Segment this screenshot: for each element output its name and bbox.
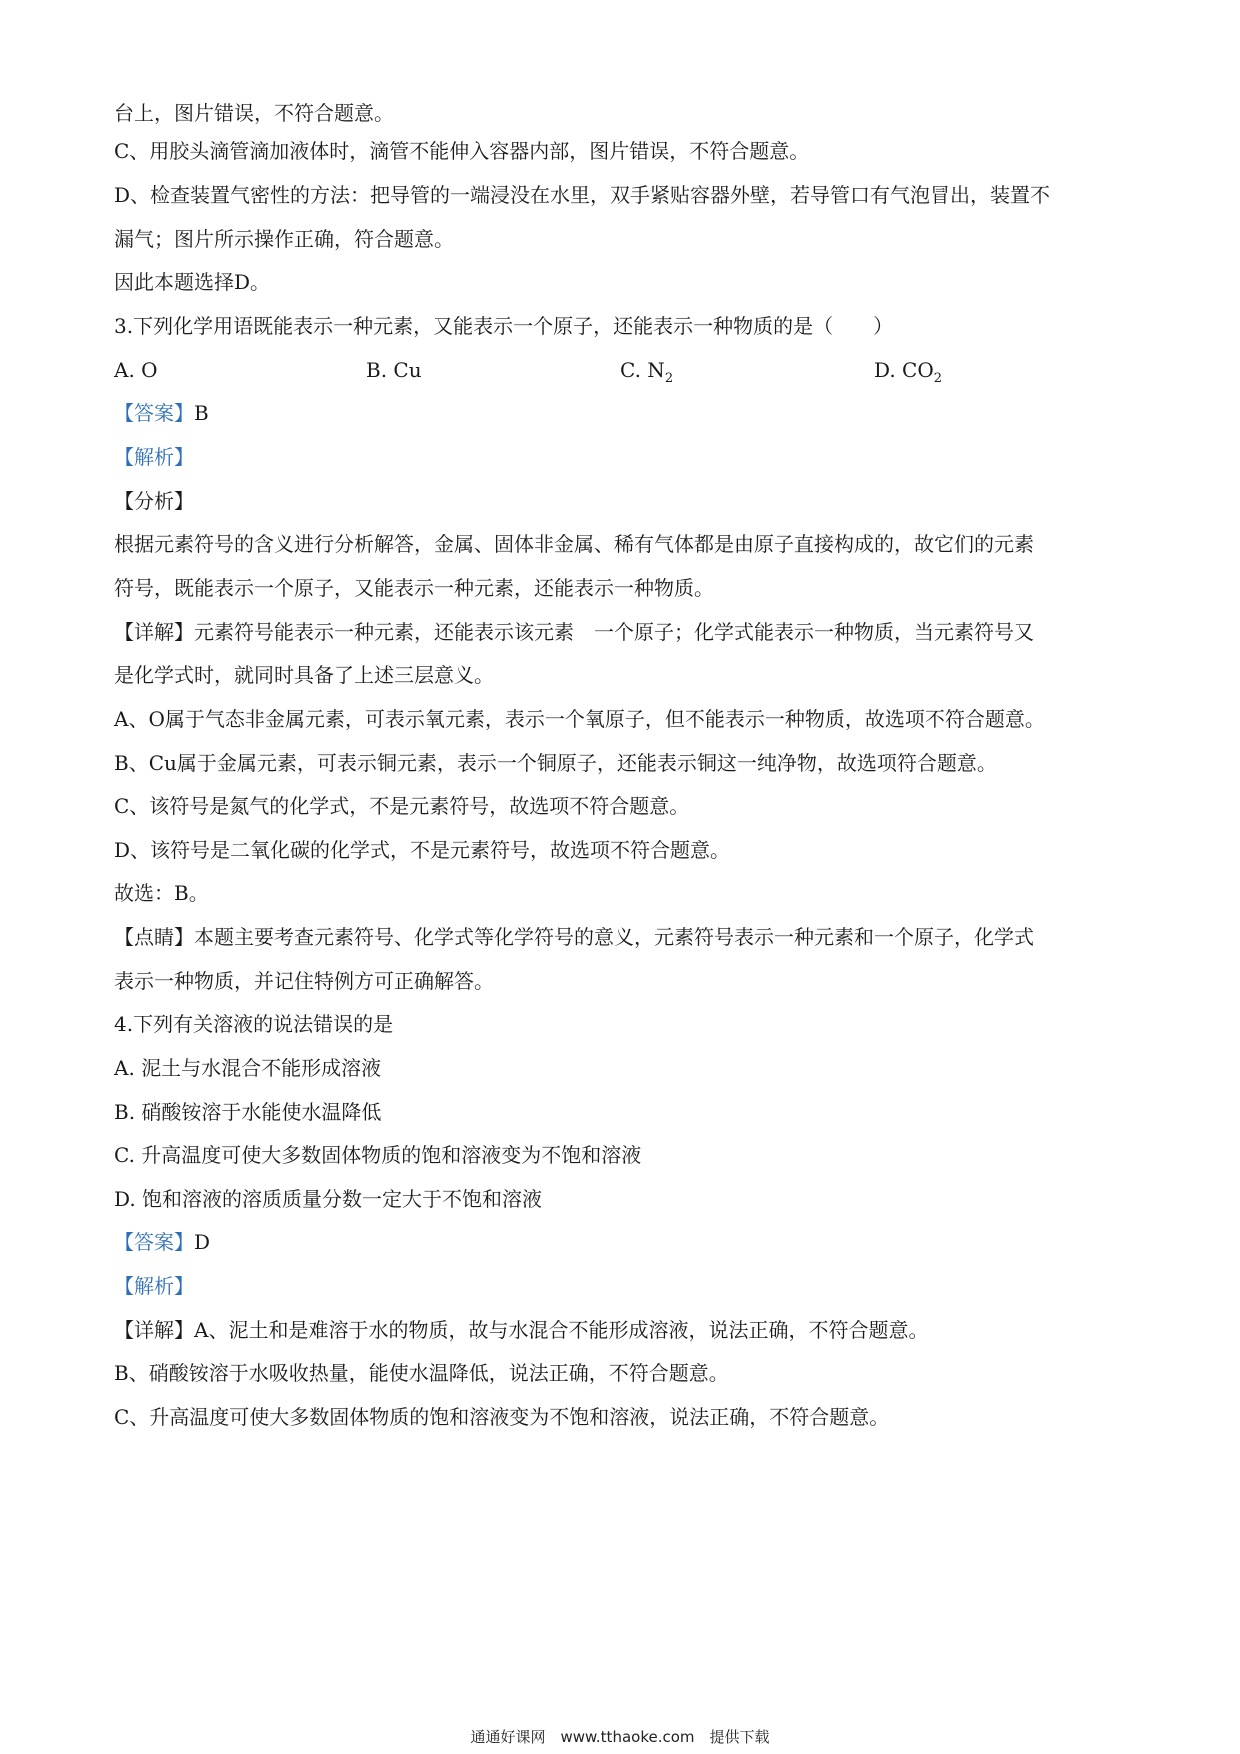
q3-option-c: C. $N_2$ (620, 358, 674, 386)
text-line: 因此本题选择D。 (114, 270, 271, 294)
q3-option-b: B. Cu (366, 358, 422, 382)
text-line: C、用胶头滴管滴加液体时，滴管不能伸入容器内部，图片错误，不符合题意。 (114, 139, 810, 163)
question-4-stem: 4.下列有关溶液的说法错误的是 (114, 1012, 394, 1036)
answer-value: B (194, 401, 209, 425)
text-line: B、Cu属于金属元素，可表示铜元素，表示一个铜原子，还能表示铜这一纯净物，故选项符合题意。 (114, 751, 997, 775)
text-line: C、该符号是氮气的化学式，不是元素符号，故选项不符合题意。 (114, 794, 690, 818)
q4-option-c: C. 升高温度可使大多数固体物质的饱和溶液变为不饱和溶液 (114, 1143, 642, 1167)
text-line: B、硝酸铵溶于水吸收热量，能使水温降低，说法正确，不符合题意。 (114, 1361, 729, 1385)
q3-answer (114, 399, 209, 427)
q3-option-d: D. $CO_2$ (874, 358, 943, 386)
q3-jiexi-label: 【解析】 (114, 445, 194, 469)
text-line: A、O属于气态非金属元素，可表示氧元素，表示一个氧原子，但不能表示一种物质，故选项不符合题意。 (114, 707, 1045, 731)
q4-jiexi-label: 【解析】 (114, 1274, 194, 1298)
q3-option-a: A. O (114, 358, 158, 382)
text-line: C、升高温度可使大多数固体物质的饱和溶液变为不饱和溶液，说法正确，不符合题意。 (114, 1405, 890, 1429)
text-line: 台上，图片错误，不符合题意。 (114, 101, 394, 125)
answer-label: 【答案】 (114, 1230, 194, 1254)
q4-option-d: D. 饱和溶液的溶质质量分数一定大于不饱和溶液 (114, 1187, 543, 1211)
q3-fenxi-label: 【分析】 (114, 489, 194, 513)
q4-option-b: B. 硝酸铵溶于水能使水温降低 (114, 1100, 382, 1124)
answer-label: 【答案】 (114, 401, 194, 425)
text-line: 【详解】元素符号能表示一种元素，还能表示该元素 一个原子；化学式能表示一种物质，当元素符号又 (114, 620, 1034, 644)
text-line: 表示一种物质，并记住特例方可正确解答。 (114, 969, 494, 993)
q4-option-a: A. 泥土与水混合不能形成溶液 (114, 1056, 382, 1080)
page-footer: 通通好课网 www.tthaoke.com 提供下载 (470, 1728, 770, 1746)
question-3-stem: 3.下列化学用语既能表示一种元素，又能表示一个原子，还能表示一种物质的是（ ） (114, 314, 894, 338)
text-line: 故选：B。 (114, 881, 209, 905)
text-line: 符号，既能表示一个原子，又能表示一种元素，还能表示一种物质。 (114, 576, 714, 600)
text-line: 【点睛】本题主要考查元素符号、化学式等化学符号的意义，元素符号表示一种元素和一个原子，化学式 (114, 925, 1034, 949)
text-line: 根据元素符号的含义进行分析解答，金属、固体非金属、稀有气体都是由原子直接构成的，故它们的元素 (114, 532, 1034, 556)
text-line: 是化学式时，就同时具备了上述三层意义。 (114, 663, 494, 687)
q4-answer (114, 1228, 210, 1256)
answer-value: D (194, 1230, 211, 1254)
text-line: D、该符号是二氧化碳的化学式，不是元素符号，故选项不符合题意。 (114, 838, 731, 862)
text-line: 【详解】A、泥土和是难溶于水的物质，故与水混合不能形成溶液，说法正确，不符合题意。 (114, 1318, 929, 1342)
text-line: D、检查装置气密性的方法：把导管的一端浸没在水里，双手紧贴容器外壁，若导管口有气泡冒出，装置不 (114, 183, 1051, 207)
text-line: 漏气；图片所示操作正确，符合题意。 (114, 227, 454, 251)
